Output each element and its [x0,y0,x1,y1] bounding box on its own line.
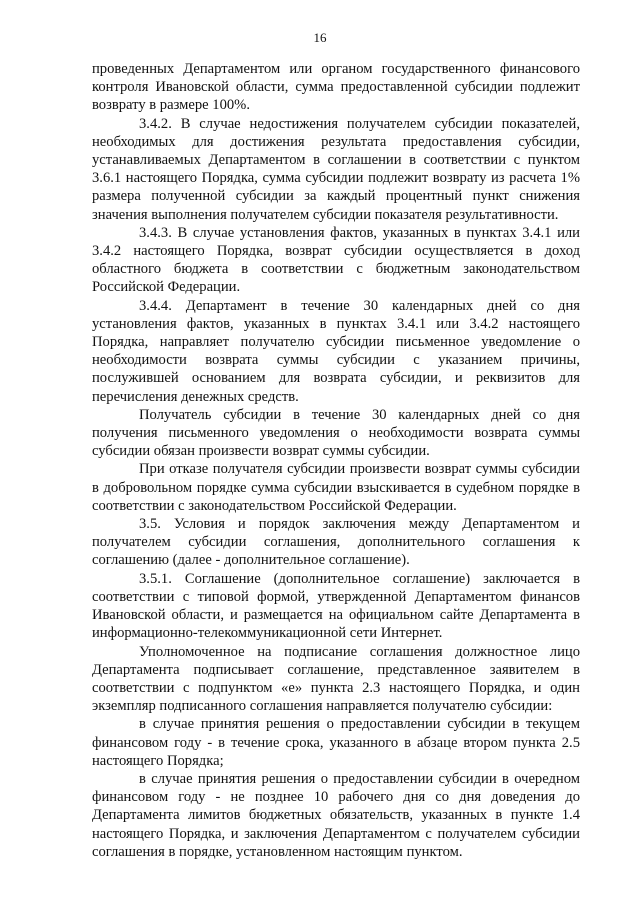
paragraph-3-4-3: 3.4.3. В случае установления фактов, указанных в пунктах 3.4.1 или 3.4.2 настоящего Порядка, возврат субсидии осуществляется в доход областного бюджета в соответствии с бюджетным законодательством Российской Федерации. [92,224,580,296]
paragraph-3-5: 3.5. Условия и порядок заключения между Департаментом и получателем субсидии соглашения, дополнительного соглашения к соглашению (далее - дополнительное соглашение). [92,516,580,569]
document-body [92,60,580,861]
page-number: 16 [313,30,327,45]
paragraph-signing: Уполномоченное на подписание соглашения должностное лицо Департамента подписывает соглашение, представленное заявителем в соответствии с подпунктом «е» пункта 2.3 настоящего Порядка, и один экземпляр подписанного соглашения направляется получателю субсидии: [92,643,580,715]
paragraph-next-year: в случае принятия решения о предоставлении субсидии в очередном финансовом году - не позднее 10 рабочего дня со дня доведения до Департамента лимитов бюджетных обязательств, указанных в пункте 1.4 настоящего Порядка, и заключения Департаментом с получателем субсидии соглашения в порядке, установленном настоящим пунктом. [92,770,580,860]
paragraph-refusal: При отказе получателя субсидии произвести возврат суммы субсидии в добровольном порядке сумма субсидии взыскивается в судебном порядке в соответствии с законодательством Российской Федерации. [92,461,580,514]
paragraph-current-year: в случае принятия решения о предоставлении субсидии в текущем финансовом году - в течение срока, указанного в абзаце втором пункта 2.5 настоящего Порядка; [92,716,580,769]
paragraph-3-4-4: 3.4.4. Департамент в течение 30 календарных дней со дня установления фактов, указанных в пунктах 3.4.1 или 3.4.2 настоящего Порядка, направляет получателю субсидии письменное уведомление о необходимости возврата суммы субсидии с указанием причины, послужившей основанием для возврата субсидии, и реквизитов для перечисления денежных средств. [92,297,580,405]
paragraph-3-4-2: 3.4.2. В случае недостижения получателем субсидии показателей, необходимых для достижения результата предоставления субсидии, устанавливаемых Департаментом в соглашении в соответствии с пунктом 3.6.1 настоящего Порядка, сумма субсидии подлежит возврату из расчета 1% размера полученной субсидии за каждый процентный пункт снижения значения выполнения получателем субсидии показателя результативности. [92,115,580,223]
paragraph-3-5-1: 3.5.1. Соглашение (дополнительное соглашение) заключается в соответствии с типовой формой, утвержденной Департаментом финансов Ивановской области, и размещается на официальном сайте Департамента в информационно-телекоммуникационной сети Интернет. [92,570,580,642]
paragraph-recipient-return: Получатель субсидии в течение 30 календарных дней со дня получения письменного уведомления о необходимости возврата суммы субсидии обязан произвести возврат суммы субсидии. [92,406,580,460]
paragraph-continuation: проведенных Департаментом или органом государственного финансового контроля Ивановской области, сумма предоставленной субсидии подлежит возврату в размере 100%. [92,61,580,114]
